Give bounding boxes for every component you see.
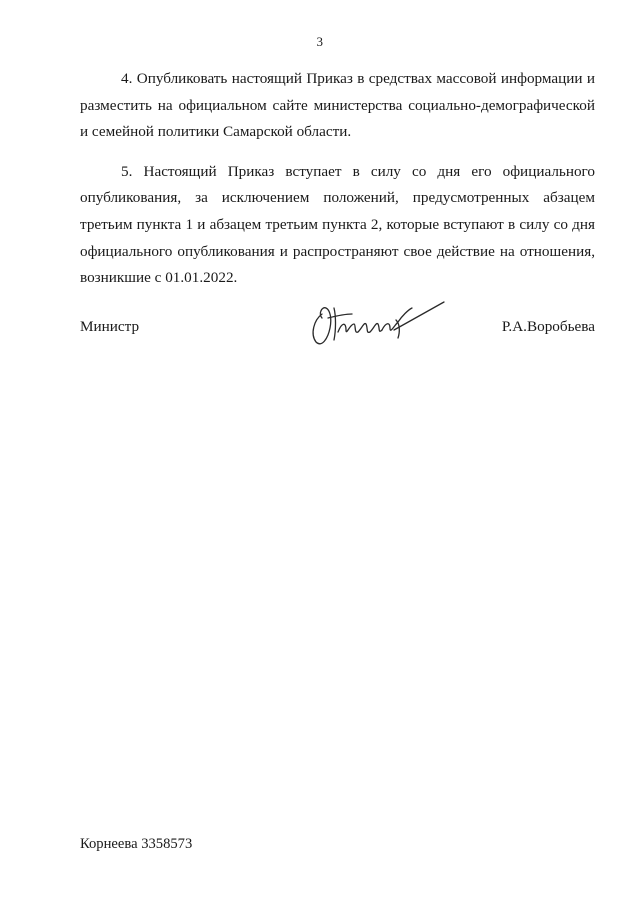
signatory-name: Р.А.Воробьева [501, 318, 595, 335]
paragraph-item-4: 4. Опубликовать настоящий Приказ в средствах массовой информации и разместить на официальном сайте министерства социально-демографической и семейной политики Самарской области. [80, 70, 595, 141]
signature-block [80, 310, 595, 350]
executor-note: Корнеева 3358573 [80, 836, 193, 852]
handwritten-signature [308, 294, 448, 354]
page-number: 3 [316, 34, 324, 49]
signatory-position: Министр [80, 318, 140, 335]
document-body [80, 66, 595, 292]
paragraph-item-5: 5. Настоящий Приказ вступает в силу со дня его официального опубликования, за исключением положений, предусмотренных абзацем третьим пункта 1 и абзацем третьим пункта 2, которые вступают в силу со дня официального опубликования и распространяют свое действие на отношения, возникшие с 01.01.2022. [80, 162, 595, 287]
